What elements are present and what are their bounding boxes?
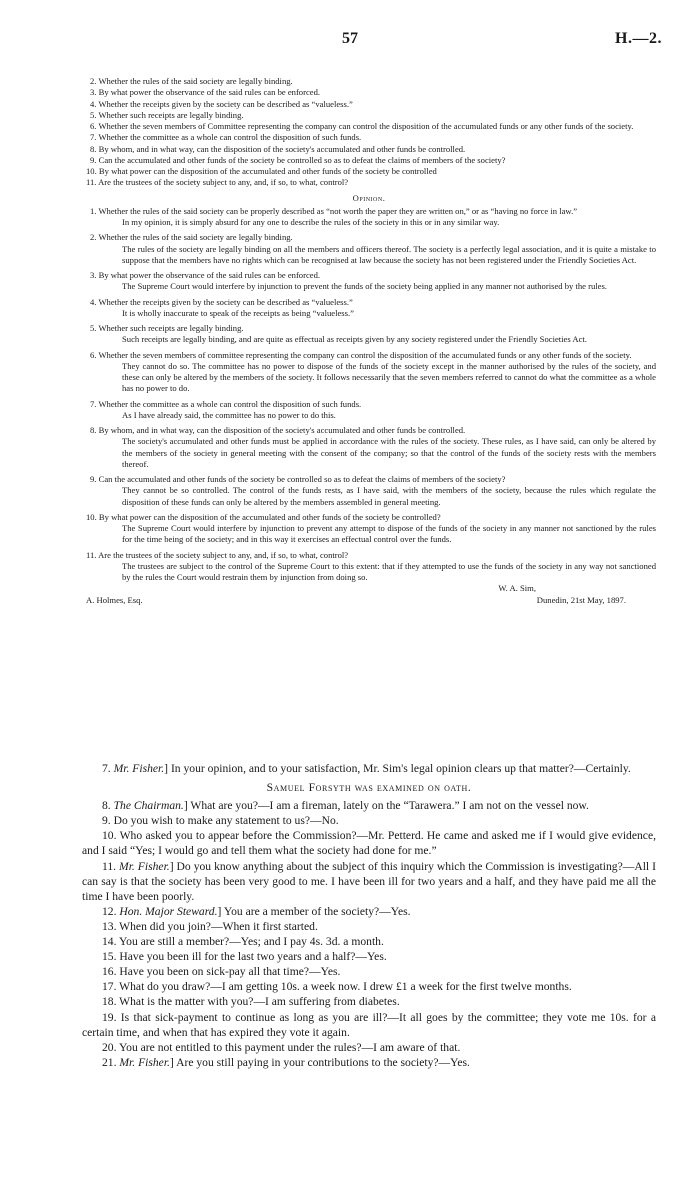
evidence-q20: 20. You are not entitled to this payment under the rules?—I am aware of that. [102,1040,461,1054]
question-7: 7. Whether the committee as a whole can control the disposition of such funds. [90,132,362,143]
page-number: 57 [342,30,358,47]
evidence-q21: 21. Mr. Fisher.] Are you still paying in your contributions to the society?—Yes. [102,1055,470,1069]
evidence-q16: 16. Have you been on sick-pay all that time?—Yes. [102,965,341,979]
evidence-q7: 7. Mr. Fisher.] In your opinion, and to your satisfaction, Mr. Sim's legal opinion clears up that matter?—Certainly. [102,762,631,775]
speaker: Hon. Major Steward. [119,904,218,918]
opinion-answer: They cannot be so controlled. The control of the funds rests, as I have said, with the members of the society, because the rules which regulate the disposition of these funds can only be altered by the members assembled in general meeting. [122,485,656,507]
opinion-item [82,425,656,470]
evidence-q11: 11. Mr. Fisher.] Do you know anything about the subject of this inquiry which the Commission is investigating?—All I can say is that the society has been very good to me. I have been ill for two years and a half, and they have paid me all the time I have been poorly. [82,859,656,903]
question-3: 3. By what power the observance of the said rules can be enforced. [90,87,321,98]
evidence-q17: 17. What do you draw?—I am getting 10s. a week now. I drew £1 a week for the first twelve months. [102,980,572,994]
opinion-question: 5. Whether such receipts are legally binding. [90,323,244,333]
opinion-question: 6. Whether the seven members of committee representing the company can control the disposition of the accumulated funds or any other funds of the society. [90,349,632,360]
opinion-answer: The Supreme Court would interfere by injunction to prevent the funds of the society being applied in any manner not authorised by the rules. [122,281,607,292]
opinion-item [82,270,656,293]
evidence-text: You are a member of the society?—Yes. [223,904,411,918]
question-2: 2. Whether the rules of the said society are legally binding. [90,76,293,86]
opinion-question: 2. Whether the rules of the said society are legally binding. [90,232,293,243]
document-reference: H.—2. [615,30,662,47]
opinion-item [82,512,656,546]
opinion-answer: They cannot do so. The committee has no power to dispose of the funds of the society except in the manner authorised by the rules of the society, and these can only be altered by the members of the society. It follows necessarily that the seven members referred to cannot do what the committee as a whole has no power to do. [122,360,656,394]
evidence-q10: 10. Who asked you to appear before the Commission?—Mr. Petterd. He came and asked me if I would give evidence, and I said “Yes; I would go and tell them what the society had done for me.” [82,829,656,858]
speaker: Mr. Fisher. [119,859,170,873]
evidence-q12: 12. Hon. Major Steward.] You are a member of the society?—Yes. [102,904,411,918]
evidence-q19: 19. Is that sick-payment to continue as long as you are ill?—It all goes by the committee; they vote me 10s. for a certain time, and when that has expired they vote it again. [82,1010,656,1039]
opinion-answer: The society's accumulated and other funds must be applied in accordance with the rules of the society. These rules, as I have said, can only be altered by the members of the society in general meeting with the consent of the company; so that the control of the funds of the society rests with the members thereof. [122,436,656,469]
evidence-text: In your opinion, and to your satisfaction, Mr. Sim's legal opinion clears up that matter?—Certainly. [170,762,631,775]
place-date: Dunedin, 21st May, 1897. [536,594,626,605]
opinion-answer: The rules of the society are legally binding on all the members and officers thereof. The society is a perfectly legal association, and it is quite a mistake to suppose that the members have no rights which can be recognised at law because the society has not been registered under the Friendly Societies Act. [122,243,656,265]
opinion-question: 10. By what power can the disposition of the accumulated and other funds of the society be controlled? [86,511,441,522]
question-5: 5. Whether such receipts are legally binding. [90,109,244,120]
opinion-question: 7. Whether the committee as a whole can control the disposition of such funds. [90,398,362,409]
opinion-item [82,297,656,320]
speaker: Mr. Fisher. [119,1055,170,1069]
evidence-text: Are you still paying in your contributions to the society?—Yes. [176,1055,470,1069]
page-header [0,30,700,54]
opinion-question: 4. Whether the receipts given by the society can be described as “valueless.” [90,296,353,307]
opinion-question: 11. Are the trustees of the society subject to any, and, if so, to what, control? [86,549,349,560]
questions-intro [82,76,656,606]
addressee: A. Holmes, Esq. [86,594,143,605]
opinion-answer: The trustees are subject to the control of the Supreme Court to this extent: that if they attempted to use the funds of the society in any way not sanctioned by the rules the Court would restrain them by injunction from doing so. [122,560,656,582]
opinion-question: 3. By what power the observance of the said rules can be enforced. [90,270,321,280]
opinion-item [82,474,656,508]
evidence-q14: 14. You are still a member?—Yes; and I pay 4s. 3d. a month. [102,935,384,949]
opinion-answer: It is wholly inaccurate to speak of the receipts as being “valueless.” [122,307,354,318]
opinion-heading: Opinion. [352,192,386,203]
signature-line [82,595,656,606]
opinion-question: 1. Whether the rules of the said society can be properly described as “not worth the paper they are written on,” or as “having no force in law.” [90,205,578,216]
opinion-question: 9. Can the accumulated and other funds of the society be controlled so as to defeat the claims of members of the society? [90,474,506,484]
question-11: 11. Are the trustees of the society subject to any, and, if so, to what, control? [86,177,349,188]
speaker: Mr. Fisher. [113,762,165,775]
opinion-item [82,323,656,346]
opinion-answer: Such receipts are legally binding, and are quite as effectual as receipts given by any society registered under the Friendly Societies Act. [122,334,587,345]
speaker: The Chairman. [113,799,184,813]
evidence-text: What are you?—I am a fireman, lately on the “Tarawera.” I am not on the vessel now. [190,799,589,813]
evidence-q18: 18. What is the matter with you?—I am suffering from diabetes. [102,995,400,1009]
opinion-item [82,350,656,395]
opinion-answer: The Supreme Court would interfere by injunction to prevent any attempt to dispose of the funds of the society in any manner not sanctioned by the rules for the time being of the society; and in this way it exercises an effectual control over the funds. [122,523,656,545]
signature: W. A. Sim, [498,583,536,594]
question-9: 9. Can the accumulated and other funds of the society be controlled so as to defeat the claims of members of the society? [90,154,506,165]
opinion-item [82,206,656,229]
opinion-item [82,399,656,422]
evidence-q15: 15. Have you been ill for the last two years and a half?—Yes. [102,950,387,964]
evidence-q8: 8. The Chairman.] What are you?—I am a fireman, lately on the “Tarawera.” I am not on the vessel now. [102,799,589,813]
question-4: 4. Whether the receipts given by the society can be described as “valueless.” [90,98,353,109]
question-6: 6. Whether the seven members of Committee representing the company can control the disposition of the accumulated funds or any other funds of the society. [90,121,634,131]
evidence-q13: 13. When did you join?—When it first started. [102,919,318,933]
evidence-section [82,761,656,1070]
evidence-q9: 9. Do you wish to make any statement to us?—No. [102,814,339,828]
opinion-item [82,232,656,266]
evidence-text: Do you know anything about the subject of this inquiry which the Commission is investigating?—All I can say is that the society has been very good to me. I have been ill for two years and a half, and they have paid me all the time I have been poorly. [82,859,656,903]
opinion-question: 8. By whom, and in what way, can the disposition of the society's accumulated and other funds be controlled. [90,425,466,435]
opinion-item [82,550,656,584]
opinion-answer: As I have already said, the committee has no power to do this. [122,409,336,420]
question-8: 8. By whom, and in what way, can the disposition of the society's accumulated and other funds be controlled. [90,143,466,154]
question-10: 10. By what power can the disposition of the accumulated and other funds of the society be controlled [86,166,437,176]
opinion-answer: In my opinion, it is simply absurd for any one to describe the rules of the society in this or in any similar way. [122,217,500,227]
witness-heading: Samuel Forsyth was examined on oath. [266,781,472,795]
